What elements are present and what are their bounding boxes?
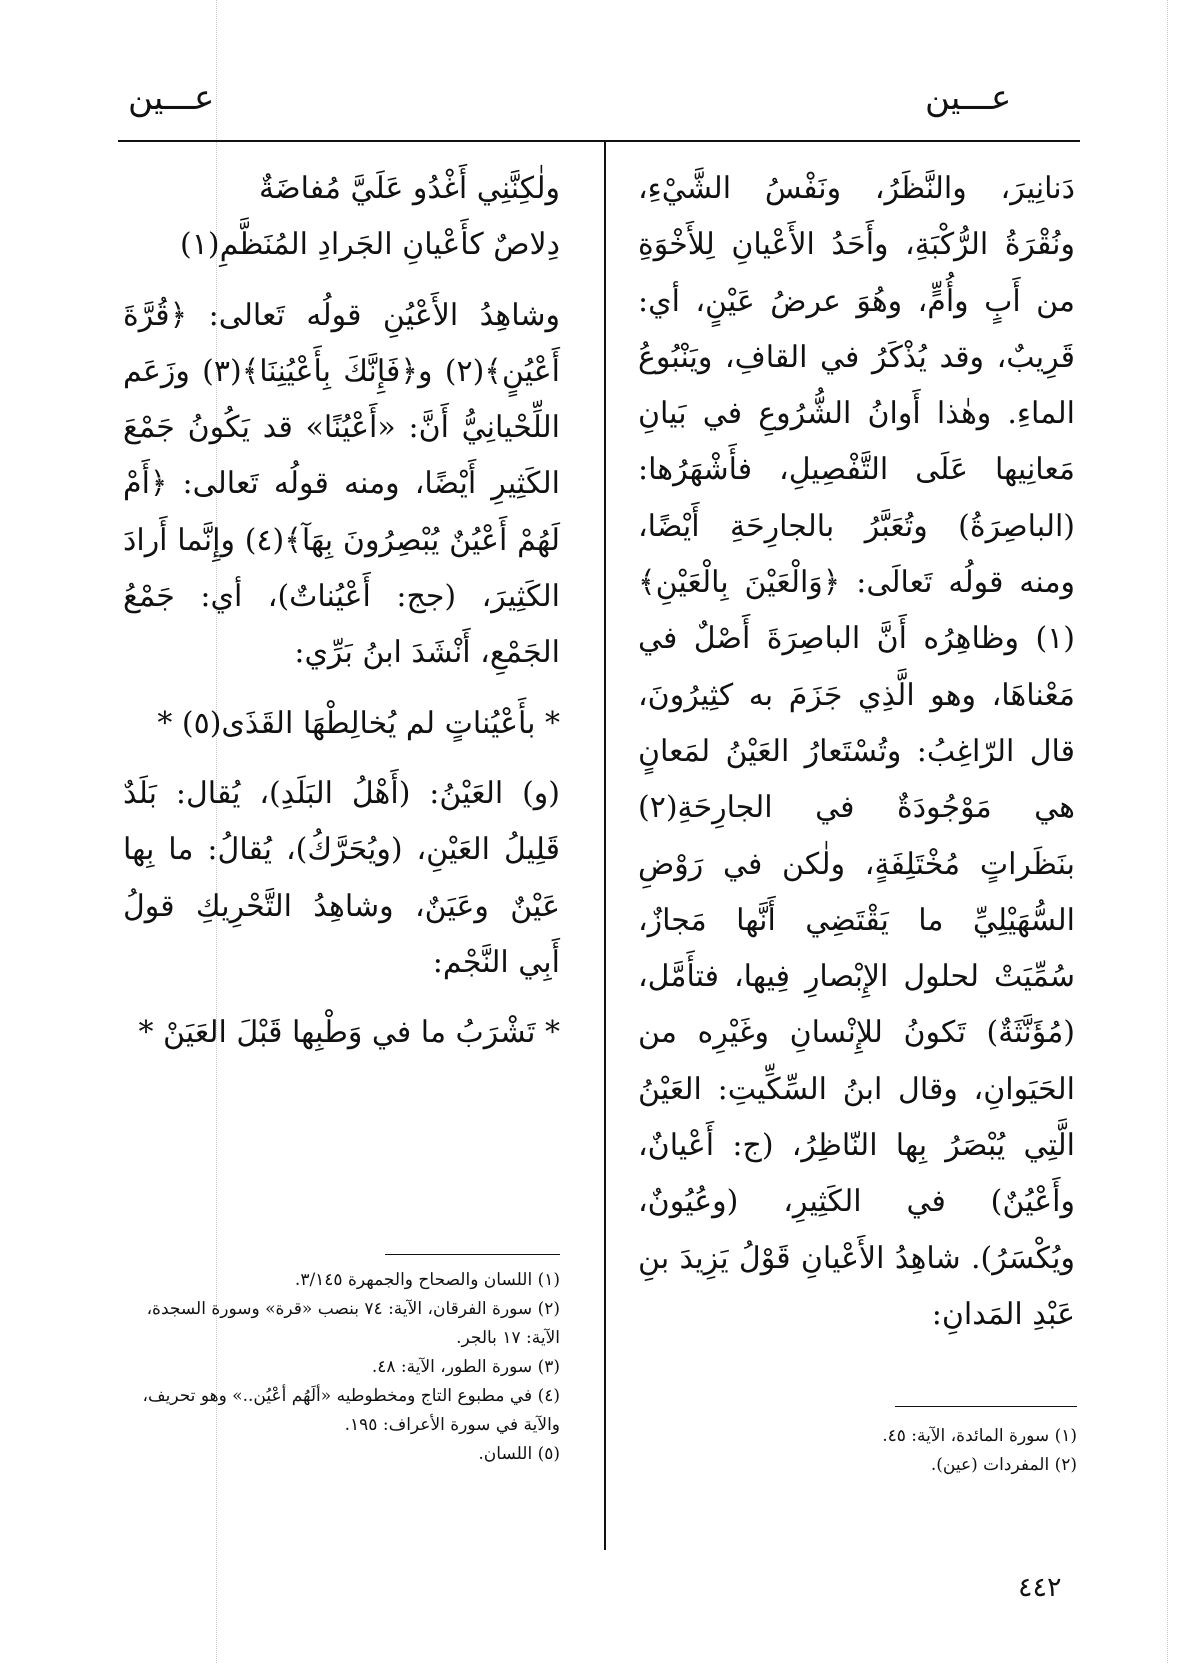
footnote: (٥) اللسان.	[478, 1444, 560, 1464]
right-footnote-rule	[895, 1406, 1077, 1407]
verse-line: ولٰكِنَّنِي أَغْدُو عَلَيَّ مُفاضَةٌ	[259, 171, 560, 206]
footnote: (١) اللسان والصحاح والجمهرة ٣/١٤٥.	[294, 1270, 560, 1290]
footnote: (٣) سورة الطور، الآية: ٤٨.	[371, 1357, 560, 1377]
right-footnotes	[640, 1422, 1077, 1480]
left-footnote-rule	[385, 1254, 560, 1255]
verse-line: * تَشْرَبُ ما في وَطْبِها قَبْلَ العَيَنْ *	[138, 1015, 560, 1051]
footnote: (٤) في مطبوع التاج ومخطوطيه «ألَهُم أعْيُن..» وهو تحريف، والآية في سورة الأعراف: ١٩٥.	[142, 1386, 560, 1435]
running-head-left: عـــين	[128, 78, 215, 118]
footnote: (١) سورة المائدة، الآية: ٤٥.	[882, 1426, 1077, 1446]
right-column	[638, 161, 1075, 1343]
column-divider	[604, 140, 606, 1550]
footnote: (٢) المفردات (عين).	[930, 1455, 1077, 1475]
left-paragraph: وشاهِدُ الأَعْيُنِ قولُه تَعالى: ﴿قُرَّةَ أَعْيُنٍ﴾(٢) و﴿فَإِنَّكَ بِأَعْيُنِنَا﴾(٣) وزَعَم اللِّحْيانِيُّ أَنَّ: «أَعْيُنًا» قد يَكُونُ جَمْعَ الكَثِيرِ أَيْضًا، ومنه قولُه تَعالى: ﴿أَمْ لَهُمْ أَعْيُنٌ يُبْصِرُونَ بِهَآ﴾(٤) وإِنَّما أَرادَ الكَثِيرَ، (جج: أَعْيُناتٌ)، أي: جَمْعُ الجَمْعِ، أَنْشَدَ ابنُ بَرِّي:	[123, 297, 560, 671]
verse-line: * بأَعْيُناتٍ لم يُخالِطْهَا القَذَى(٥) *	[157, 705, 560, 741]
running-head-right: عـــين	[925, 78, 1012, 118]
header-rule	[118, 140, 1080, 142]
footnote: (٢) سورة الفرقان، الآية: ٧٤ بنصب «قرة» وسورة السجدة، الآية: ١٧ بالجر.	[146, 1299, 560, 1348]
page-number: ٤٤٢	[1018, 1572, 1062, 1603]
left-footnotes	[123, 1266, 560, 1469]
left-paragraph: (و) العَيْنُ: (أَهْلُ البَلَدِ)، يُقال: بَلَدٌ قَلِيلُ العَيْنِ، (ويُحَرَّكُ)، يُقالُ: ما بِها عَيْنٌ وعَيَنٌ، وشاهِدُ التَّحْرِيكِ قولُ أَبِي النَّجْم:	[123, 775, 560, 980]
right-column-paragraph: دَنانِيرَ، والنَّظَرُ، ونَفْسُ الشَّيْءِ، ونُقْرَةُ الرُّكْبَةِ، وأَحَدُ الأَعْيانِ لِلأَخْوَةِ من أَبٍ وأُمٍّ، وهُوَ عرضُ عَيْنٍ، أي: قَرِيبٌ، وقد يُذْكَرُ في القافِ، ويَنْبُوعُ الماءِ. وهٰذا أَوانُ الشُّرُوعِ في بَيانِ مَعانِيها عَلَى التَّفْصِيلِ، فأَشْهَرُها: (الباصِرَةُ) وتُعَبَّرُ بالجارِحَةِ أَيْضًا، ومنه قولُه تَعالَى: ﴿وَالْعَيْنَ بِالْعَيْنِ﴾(١) وظاهِرُه أَنَّ الباصِرَةَ أَصْلٌ في مَعْناهَا، وهو الَّذِي جَزَمَ به كثِيرُونَ، قال الرّاغِبُ: وتُسْتَعارُ العَيْنُ لمَعانٍ هي مَوْجُودَةٌ في الجارِحَةِ(٢) بنَظَراتٍ مُخْتَلِفَةٍ، ولٰكن في رَوْضِ السُّهَيْلِيِّ ما يَقْتَضِي أَنَّها مَجازٌ، سُمِّيَتْ لحلول الإِبْصارِ فِيها، فتأَمَّل، (مُؤَنَّثَةٌ) تَكونُ للإِنْسانِ وغَيْرِه من الحَيَوانِ، وقال ابنُ السِّكِّيتِ: العَيْنُ الَّتِي يُبْصَرُ بِها النّاظِرُ، (ج: أَعْيانٌ، وأَعْيُنٌ) في الكَثِيرِ، (وعُيُونٌ، ويُكْسَرُ). شاهِدُ الأَعْيانِ قَوْلُ يَزِيدَ بنِ عَبْدِ المَدانِ:	[638, 171, 1075, 1332]
left-column	[123, 161, 560, 1061]
verse-line: دِلاصٌ كأَعْيانِ الجَرادِ المُنَظَّمِ(١)	[180, 227, 560, 263]
